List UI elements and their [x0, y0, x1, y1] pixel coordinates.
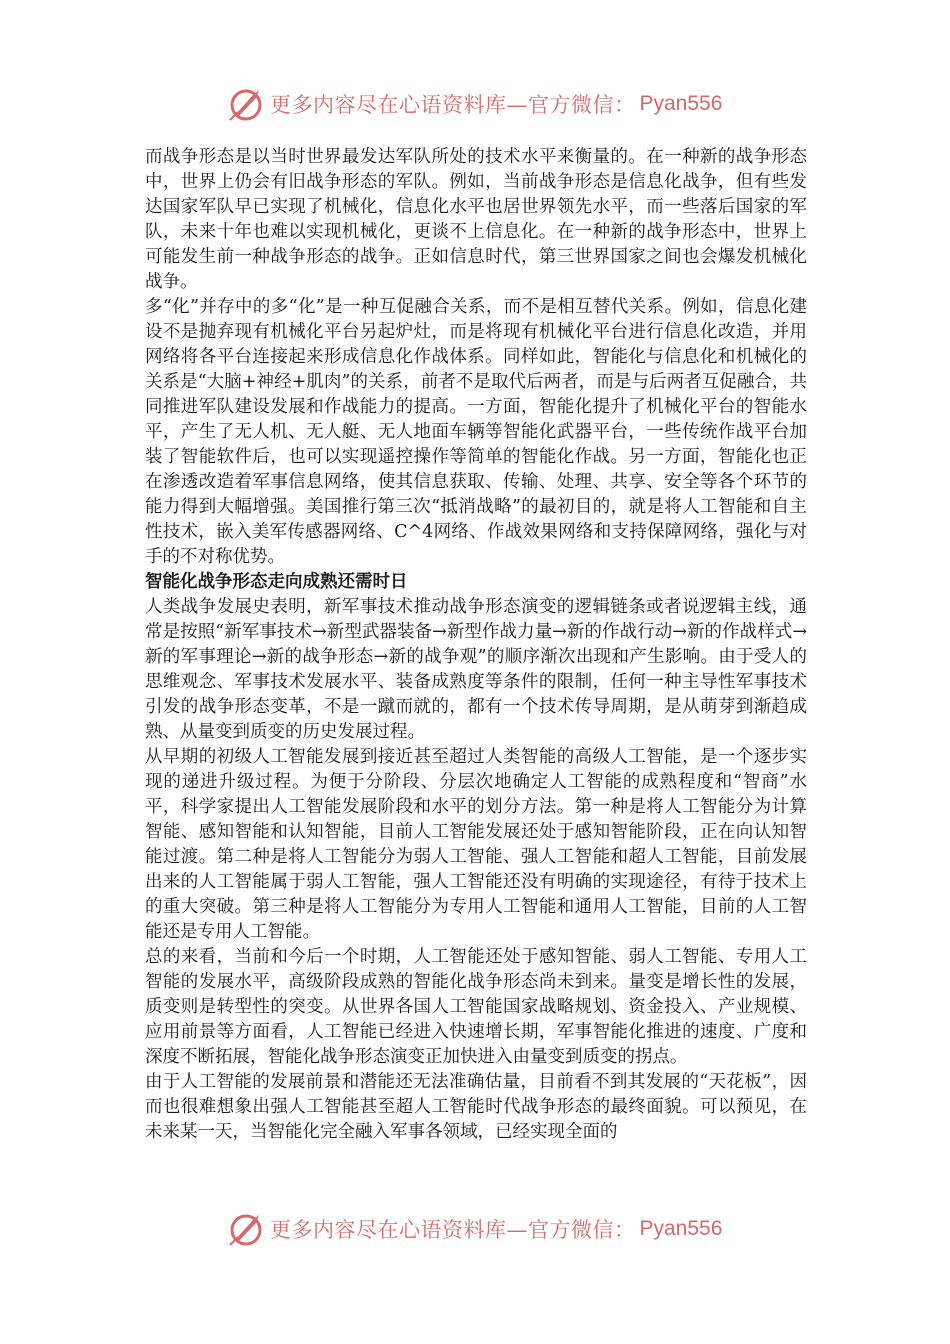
section-heading: 智能化战争形态走向成熟还需时日 — [145, 572, 408, 592]
paragraph-4: 从早期的初级人工智能发展到接近甚至超过人类智能的高级人工智能，是一个逐步实现的递进升级过程。为便于分阶段、分层次地确定人工智能的成熟程度和“智商”水平，科学家提出人工智能发展阶段和水平的划分方法。第一种是将人工智能分为计算智能、感知智能和认知智能，目前人工智能发展还处于感知智能阶段，正在向认知智能过渡。第二种是将人工智能分为弱人工智能、强人工智能和超人工智能，目前发展出来的人工智能属于弱人工智能，强人工智能还没有明确的实现途径，有待于技术上的重大突破。第三种是将人工智能分为专用人工智能和通用人工智能，目前的人工智能还是专用人工智能。 — [145, 747, 807, 942]
banner-text: 更多内容尽在心语资料库—官方微信： — [270, 93, 636, 117]
paragraph-1: 而战争形态是以当时世界最发达军队所处的技术水平来衡量的。在一种新的战争形态中，世界上仍会有旧战争形态的军队。例如，当前战争形态是信息化战争，但有些发达国家军队早已实现了机械化，信息化水平也居世界领先水平，而一些落后国家的军队，未来十年也难以实现机械化，更谈不上信息化。在一种新的战争形态中，世界上可能发生前一种战争形态的战争。正如信息时代，第三世界国家之间也会爆发机械化战争。 — [145, 147, 807, 292]
paragraph-3: 人类战争发展史表明，新军事技术推动战争形态演变的逻辑链条或者说逻辑主线，通常是按照“新军事技术→新型武器装备→新型作战力量→新的作战行动→新的作战样式→新的军事理论→新的战争形态→新的战争观”的顺序渐次出现和产生影响。由于受人的思维观念、军事技术发展水平、装备成熟度等条件的限制，任何一种主导性军事技术引发的战争形态变革，不是一蹴而就的，都有一个技术传导周期，是从萌芽到渐趋成熟、从量变到质变的历史发展过程。 — [145, 597, 807, 742]
footer-banner — [226, 1209, 722, 1249]
banner-wechat-id: Pyan556 — [639, 1217, 723, 1240]
banner-wechat-id: Pyan556 — [639, 92, 723, 115]
paragraph-6: 由于人工智能的发展前景和潜能还无法准确估量，目前看不到其发展的“天花板”，因而也很难想象出强人工智能甚至超人工智能时代战争形态的最终面貌。可以预见，在未来某一天，当智能化完全融入军事各领域，已经实现全面的 — [145, 1072, 807, 1142]
article-body — [145, 145, 807, 1145]
paragraph-5: 总的来看，当前和今后一个时期，人工智能还处于感知智能、弱人工智能、专用人工智能的发展水平，高级阶段成熟的智能化战争形态尚未到来。量变是增长性的发展，质变则是转型性的突变。从世界各国人工智能国家战略规划、资金投入、产业规模、应用前景等方面看，人工智能已经进入快速增长期，军事智能化推进的速度、广度和深度不断拓展，智能化战争形态演变正加快进入由量变到质变的拐点。 — [145, 947, 807, 1067]
banner-text: 更多内容尽在心语资料库—官方微信： — [270, 1218, 636, 1242]
pen-logo-icon — [226, 84, 266, 124]
pen-logo-icon — [226, 1209, 266, 1249]
paragraph-2: 多“化”并存中的多“化”是一种互促融合关系，而不是相互替代关系。例如，信息化建设不是抛弃现有机械化平台另起炉灶，而是将现有机械化平台进行信息化改造，并用网络将各平台连接起来形成信息化作战体系。同样如此，智能化与信息化和机械化的关系是“大脑+神经+肌肉”的关系，前者不是取代后两者，而是与后两者互促融合，共同推进军队建设发展和作战能力的提高。一方面，智能化提升了机械化平台的智能水平，产生了无人机、无人艇、无人地面车辆等智能化武器平台，一些传统作战平台加装了智能软件后，也可以实现遥控操作等简单的智能化作战。另一方面，智能化也正在渗透改造着军事信息网络，使其信息获取、传输、处理、共享、安全等各个环节的能力得到大幅增强。美国推行第三次“抵消战略”的最初目的，就是将人工智能和自主性技术，嵌入美军传感器网络、C^4网络、作战效果网络和支持保障网络，强化与对手的不对称优势。 — [145, 297, 807, 567]
header-banner — [226, 84, 722, 124]
